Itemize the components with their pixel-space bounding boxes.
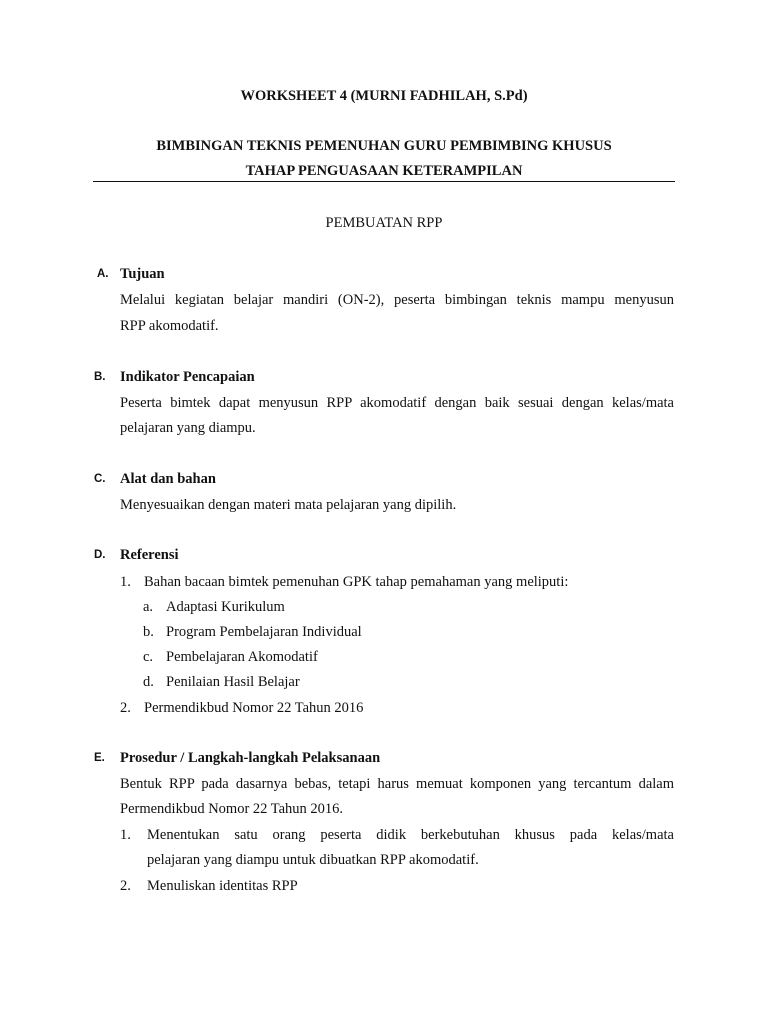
section-b-text-line-1: Peserta bimtek dapat menyusun RPP akomodatif dengan baik sesuai dengan kelas/mata — [120, 395, 674, 411]
section-b-title: Indikator Pencapaian — [120, 369, 255, 385]
reference-subitem-a-letter: a. — [143, 599, 154, 615]
reference-item-1-number: 1. — [120, 574, 131, 590]
reference-item-1-text: Bahan bacaan bimtek pemenuhan GPK tahap pemahaman yang meliputi: — [144, 574, 569, 590]
reference-subitem-c-text: Pembelajaran Akomodatif — [166, 649, 318, 665]
document-subtitle: PEMBUATAN RPP — [325, 215, 443, 231]
document-title-line-2: TAHAP PENGUASAAN KETERAMPILAN — [245, 163, 523, 179]
title-divider — [93, 181, 675, 182]
section-e-intro-line-1: Bentuk RPP pada dasarnya bebas, tetapi harus memuat komponen yang tercantum dalam — [120, 776, 674, 792]
reference-subitem-b-letter: b. — [143, 624, 154, 640]
section-d-letter: D. — [94, 549, 106, 561]
section-a-text-line-1: Melalui kegiatan belajar mandiri (ON-2), peserta bimbingan teknis mampu menyusun — [120, 292, 674, 308]
reference-item-2-number: 2. — [120, 700, 131, 716]
section-e-title: Prosedur / Langkah-langkah Pelaksanaan — [120, 750, 381, 766]
procedure-item-1-line-2: pelajaran yang diampu untuk dibuatkan RPP akomodatif. — [147, 852, 479, 868]
procedure-item-2-number: 2. — [120, 878, 131, 894]
section-e-letter: E. — [94, 752, 105, 764]
section-c-text-line-1: Menyesuaikan dengan materi mata pelajaran yang dipilih. — [120, 497, 457, 513]
section-b-text-line-2: pelajaran yang diampu. — [120, 420, 256, 436]
document-title-line-1: BIMBINGAN TEKNIS PEMENUHAN GURU PEMBIMBING KHUSUS — [156, 138, 612, 154]
section-a-title: Tujuan — [120, 266, 165, 282]
section-c-title: Alat dan bahan — [120, 471, 216, 487]
section-d-title: Referensi — [120, 547, 179, 563]
section-b-letter: B. — [94, 371, 106, 383]
reference-subitem-c-letter: c. — [143, 649, 154, 665]
section-a-text-line-2: RPP akomodatif. — [120, 318, 219, 334]
procedure-item-1-line-1: Menentukan satu orang peserta didik berkebutuhan khusus pada kelas/mata — [147, 827, 674, 843]
reference-subitem-d-text: Penilaian Hasil Belajar — [166, 674, 300, 690]
section-e-intro-line-2: Permendikbud Nomor 22 Tahun 2016. — [120, 801, 344, 817]
worksheet-title: WORKSHEET 4 (MURNI FADHILAH, S.Pd) — [240, 88, 528, 104]
reference-subitem-b-text: Program Pembelajaran Individual — [166, 624, 362, 640]
section-c-letter: C. — [94, 473, 106, 485]
reference-subitem-d-letter: d. — [143, 674, 154, 690]
procedure-item-2-line-1: Menuliskan identitas RPP — [147, 878, 298, 894]
procedure-item-1-number: 1. — [120, 827, 131, 843]
reference-item-2-text: Permendikbud Nomor 22 Tahun 2016 — [144, 700, 364, 716]
reference-subitem-a-text: Adaptasi Kurikulum — [166, 599, 285, 615]
section-a-letter: A. — [97, 268, 109, 280]
